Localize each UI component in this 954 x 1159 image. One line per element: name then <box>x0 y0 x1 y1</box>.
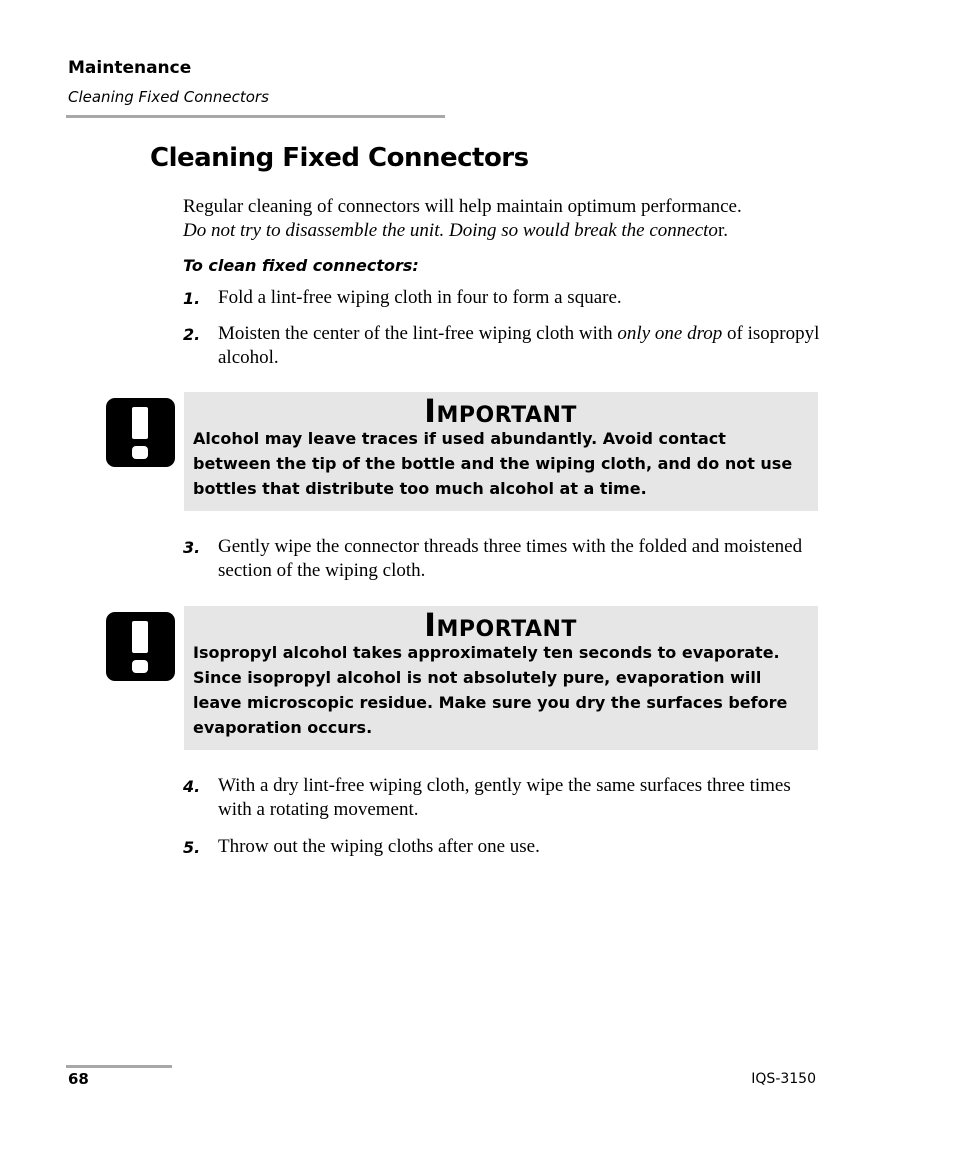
important-text: Alcohol may leave traces if used abundantly. Avoid contact between the tip of the bottle and the wiping cloth, and do not use bottles that distribute too much alcohol at a time. <box>193 429 793 498</box>
step-text: With a dry lint-free wiping cloth, gently wipe the same surfaces three times with a rotating movement. <box>218 775 791 820</box>
intro-warning: Do not try to disassemble the unit. Doing so would break the connecto <box>183 220 718 241</box>
step-number: 5. <box>183 838 201 857</box>
step-text <box>218 322 823 370</box>
step-text-before: Moisten the center of the lint-free wiping cloth with <box>218 323 618 344</box>
exclamation-icon <box>106 612 175 681</box>
important-text: Isopropyl alcohol takes approximately ten seconds to evaporate. Since isopropyl alcohol is not absolutely pure, evaporation will leave microscopic residue. Make sure you dry the surfaces before evaporation occurs. <box>193 643 788 737</box>
step-text-emphasis: only one drop <box>617 323 723 344</box>
intro-paragraph <box>183 195 833 243</box>
step-number: 1. <box>183 289 201 308</box>
document-id: IQS-3150 <box>751 1071 816 1087</box>
important-notice <box>184 606 818 750</box>
intro-warning-tail: r. <box>717 220 728 241</box>
exclamation-icon <box>106 398 175 467</box>
important-notice <box>184 392 818 511</box>
running-header-section: Maintenance <box>68 58 192 78</box>
step-number: 3. <box>183 538 201 557</box>
step-text: Fold a lint-free wiping cloth in four to form a square. <box>218 287 622 308</box>
step-item <box>183 322 823 370</box>
intro-text: Regular cleaning of connectors will help maintain optimum performance. <box>183 196 742 217</box>
step-item <box>183 774 823 822</box>
step-text: Gently wipe the connector threads three times with the folded and moistened section of the wiping cloth. <box>218 536 803 581</box>
step-item <box>183 835 823 859</box>
page-title: Cleaning Fixed Connectors <box>150 143 529 173</box>
step-item <box>183 535 823 583</box>
important-title: IMPORTANT <box>424 606 577 644</box>
header-divider <box>66 115 445 118</box>
running-header-subsection: Cleaning Fixed Connectors <box>68 88 269 106</box>
important-title: IMPORTANT <box>424 392 577 430</box>
step-number: 4. <box>183 777 201 796</box>
step-text: Throw out the wiping cloths after one use. <box>218 836 540 857</box>
step-item <box>183 286 823 310</box>
procedure-title: To clean fixed connectors: <box>183 256 419 275</box>
step-text-after: of isopropyl alcohol. <box>218 323 820 368</box>
footer-divider <box>66 1065 172 1068</box>
page-number: 68 <box>68 1070 89 1088</box>
step-number: 2. <box>183 325 201 344</box>
